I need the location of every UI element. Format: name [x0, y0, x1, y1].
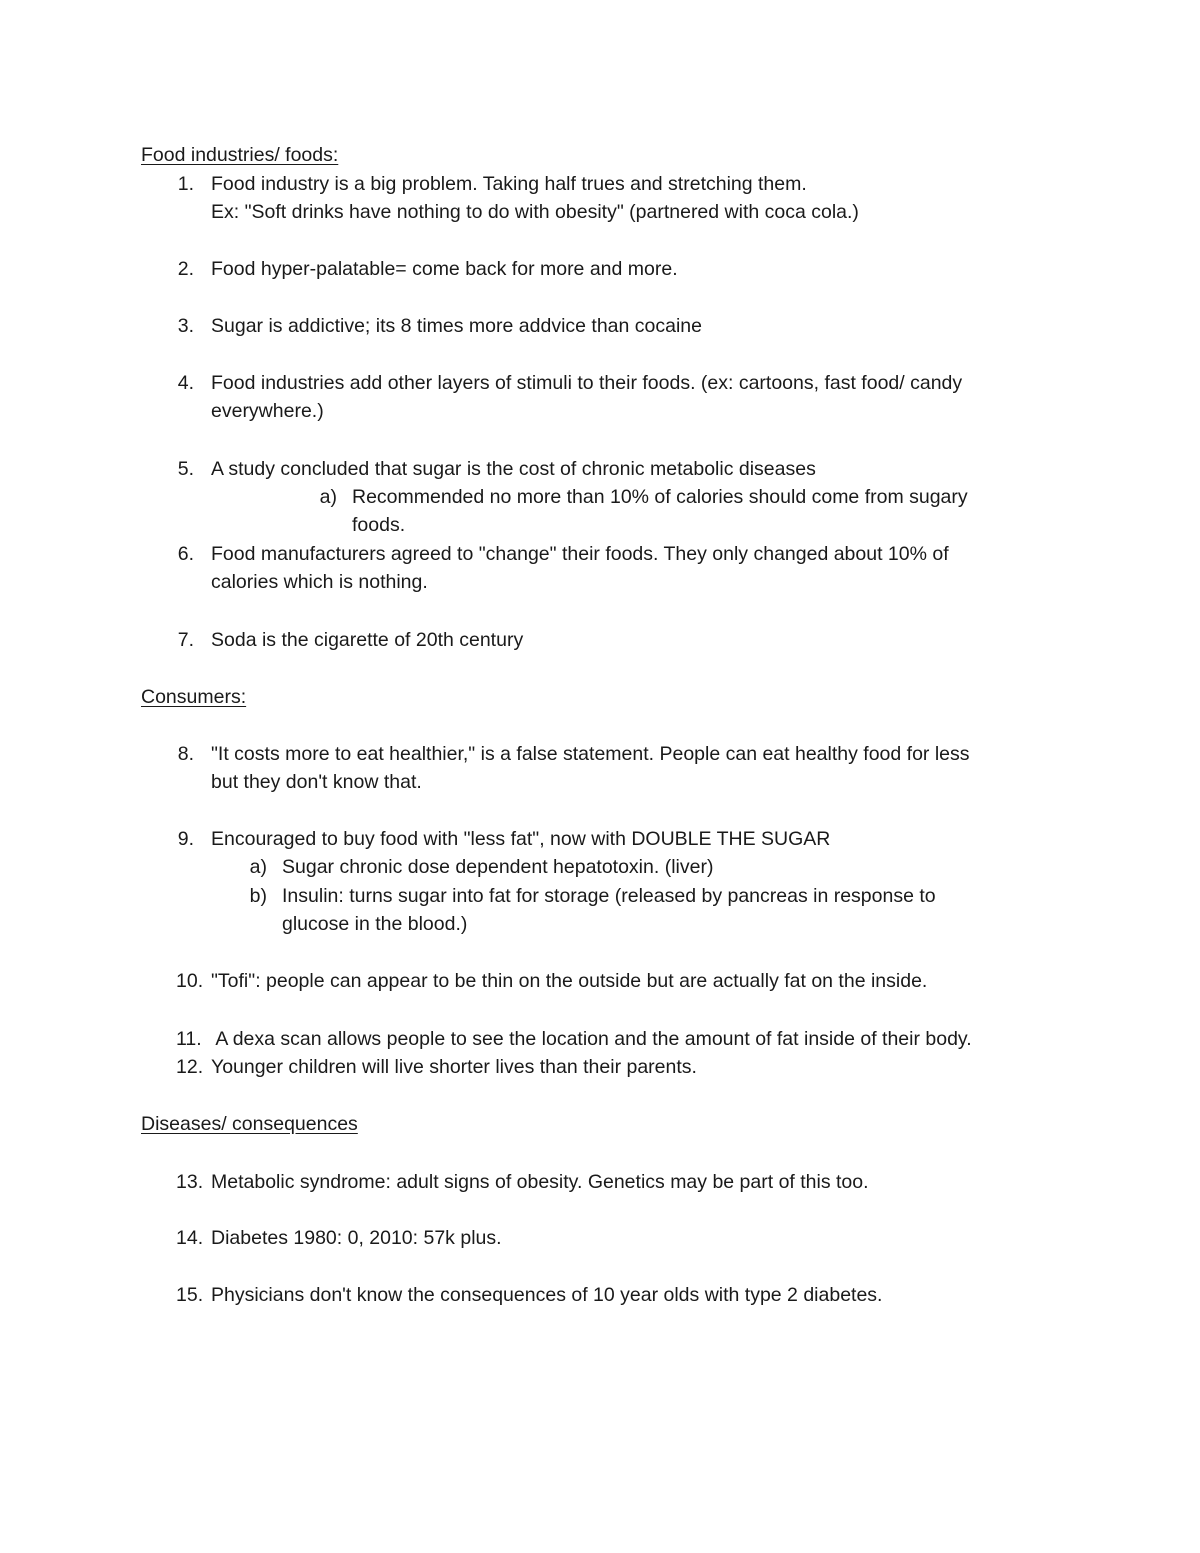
item-number: 15.: [176, 1284, 204, 1306]
item-number: 11.: [176, 1028, 202, 1050]
list-item-text: A study concluded that sugar is the cost of chronic metabolic diseases: [211, 458, 816, 480]
sub-item-letter: b): [249, 885, 267, 907]
item-number: 7.: [177, 629, 194, 651]
item-number: 10.: [176, 970, 204, 992]
list-item-text: Soda is the cigarette of 20th century: [211, 629, 524, 651]
item-number: 13.: [176, 1171, 204, 1193]
item-number: 8.: [177, 743, 194, 765]
list-item-text: Sugar is addictive; its 8 times more addvice than cocaine: [211, 315, 702, 337]
item-number: 2.: [177, 258, 194, 280]
list-item-text: Diabetes 1980: 0, 2010: 57k plus.: [211, 1227, 502, 1249]
sub-item-text: foods.: [352, 514, 406, 536]
item-number: 6.: [177, 543, 194, 565]
list-item-text: "It costs more to eat healthier," is a false statement. People can eat healthy food for less: [211, 743, 970, 765]
list-item-text: Metabolic syndrome: adult signs of obesity. Genetics may be part of this too.: [211, 1171, 869, 1193]
item-number: 12.: [176, 1056, 204, 1078]
list-item-text: Younger children will live shorter lives than their parents.: [211, 1056, 697, 1078]
item-number: 9.: [177, 828, 194, 850]
list-item-text: everywhere.): [211, 400, 324, 422]
list-item-text: Ex: "Soft drinks have nothing to do with obesity" (partnered with coca cola.): [211, 201, 859, 223]
list-item-text: but they don't know that.: [211, 771, 422, 793]
sub-item-letter: a): [249, 856, 267, 878]
item-number: 3.: [177, 315, 194, 337]
list-item-text: calories which is nothing.: [211, 571, 428, 593]
list-item-text: A dexa scan allows people to see the location and the amount of fat inside of their body.: [211, 1028, 972, 1050]
item-number: 14.: [176, 1227, 204, 1249]
section-heading-diseases: Diseases/ consequences: [141, 1113, 358, 1135]
sub-item-text: Recommended no more than 10% of calories should come from sugary: [352, 486, 968, 508]
section-heading-food: Food industries/ foods:: [141, 144, 339, 166]
sub-item-text: Sugar chronic dose dependent hepatotoxin. (liver): [282, 856, 714, 878]
list-item-text: Encouraged to buy food with "less fat", now with DOUBLE THE SUGAR: [211, 828, 831, 850]
list-item-text: Food manufacturers agreed to "change" their foods. They only changed about 10% of: [211, 543, 949, 565]
sub-item-text: Insulin: turns sugar into fat for storage (released by pancreas in response to: [282, 885, 936, 907]
list-item-text: Physicians don't know the consequences of 10 year olds with type 2 diabetes.: [211, 1284, 883, 1306]
sub-item-text: glucose in the blood.): [282, 913, 468, 935]
item-number: 5.: [177, 458, 194, 480]
list-item-text: Food hyper-palatable= come back for more and more.: [211, 258, 678, 280]
section-heading-consumers: Consumers:: [141, 686, 247, 708]
list-item-text: Food industries add other layers of stimuli to their foods. (ex: cartoons, fast food/ candy: [211, 372, 963, 394]
item-number: 1.: [177, 173, 194, 195]
item-number: 4.: [177, 372, 194, 394]
list-item-text: "Tofi": people can appear to be thin on the outside but are actually fat on the inside.: [211, 970, 928, 992]
list-item-text: Food industry is a big problem. Taking half trues and stretching them.: [211, 173, 807, 195]
sub-item-letter: a): [319, 486, 337, 508]
